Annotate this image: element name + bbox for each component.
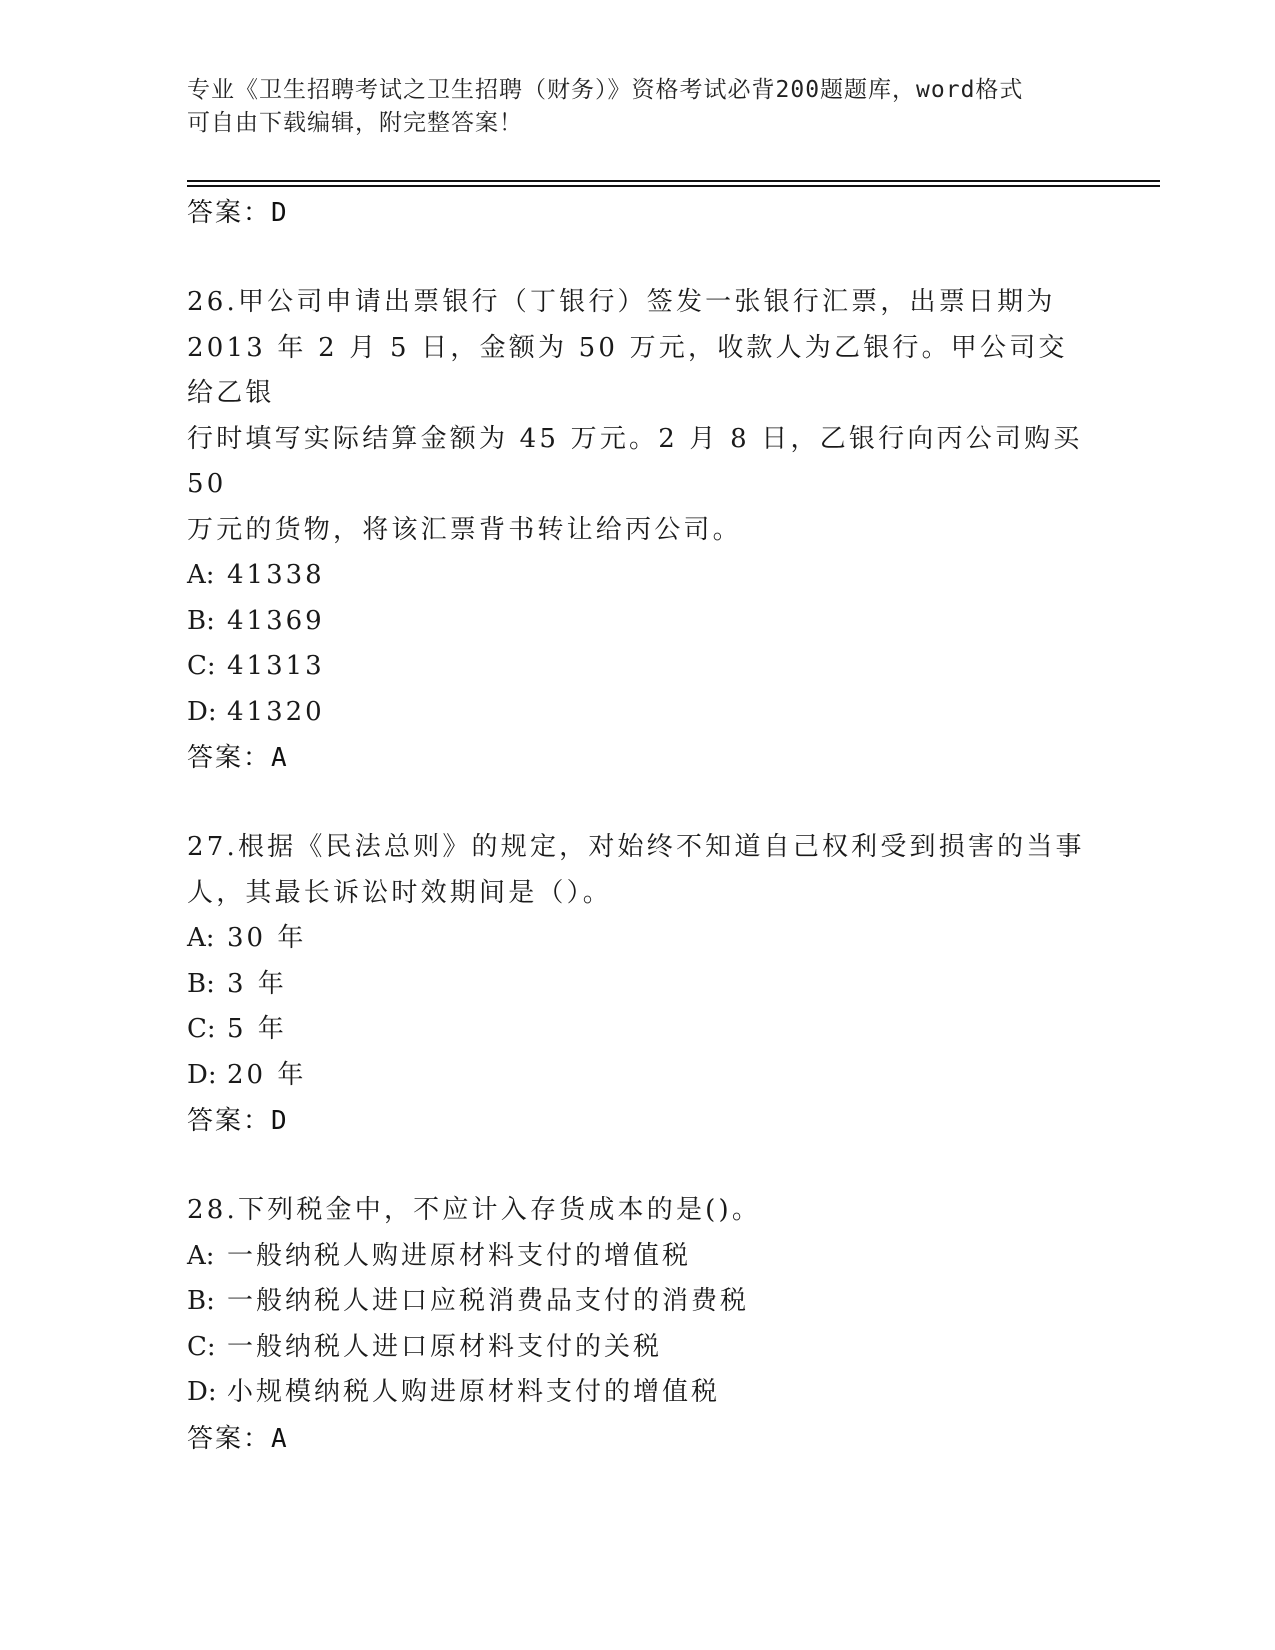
option-text: 小规模纳税人购进原材料支付的增值税 — [227, 1377, 721, 1407]
option-letter: D: — [187, 696, 217, 727]
stem-line: 2013 年 2 月 5 日，金额为 50 万元，收款人为乙银行。甲公司交给乙银 — [187, 332, 1068, 408]
question-block — [187, 280, 1087, 781]
question-block — [187, 1188, 1087, 1462]
option-text: 41313 — [227, 651, 325, 681]
page-header — [187, 74, 1087, 140]
option-text: 一般纳税人进口应税消费品支付的消费税 — [227, 1286, 750, 1316]
stem-line: 28.下列税金中，不应计入存货成本的是()。 — [187, 1195, 762, 1225]
option-letter: A: — [187, 1240, 215, 1271]
stem-line: 万元的货物，将该汇票背书转让给丙公司。 — [187, 514, 742, 545]
option-text: 30 年 — [227, 923, 307, 953]
option-text: 41369 — [227, 605, 325, 636]
option-text: 5 年 — [227, 1014, 287, 1044]
option-a — [187, 916, 1087, 962]
option-letter: B: — [187, 1286, 215, 1316]
stem-line: 27.根据《民法总则》的规定，对始终不知道自己权利受到损害的当事 — [187, 832, 1085, 862]
option-text: 41320 — [227, 696, 325, 727]
option-b — [187, 1279, 1087, 1325]
question-stem — [187, 825, 1087, 916]
option-letter: B: — [187, 968, 215, 999]
question-block — [187, 825, 1087, 1144]
option-b — [187, 599, 1087, 645]
document-body — [187, 190, 1087, 1462]
header-divider-bottom — [187, 185, 1160, 187]
question-stem — [187, 1188, 1087, 1234]
question-stem — [187, 280, 1087, 553]
option-text: 3 年 — [227, 968, 287, 999]
option-c — [187, 1007, 1087, 1053]
option-letter: C: — [187, 1014, 216, 1044]
option-a — [187, 1234, 1087, 1280]
option-c — [187, 644, 1087, 690]
header-line-1: 专业《卫生招聘考试之卫生招聘（财务）》资格考试必背200题题库，word格式 — [187, 77, 1024, 103]
stem-line: 行时填写实际结算金额为 45 万元。2 月 8 日，乙银行向丙公司购买 50 — [187, 423, 1083, 499]
option-a — [187, 553, 1087, 599]
option-letter: C: — [187, 651, 216, 681]
option-d — [187, 1370, 1087, 1416]
option-letter: D: — [187, 1377, 217, 1407]
option-d — [187, 690, 1087, 736]
option-text: 41338 — [227, 560, 325, 590]
answer-line: 答案：A — [187, 743, 289, 773]
option-d — [187, 1053, 1087, 1099]
option-text: 一般纳税人进口原材料支付的关税 — [227, 1331, 663, 1362]
option-c — [187, 1325, 1087, 1371]
option-letter: D: — [187, 1059, 217, 1090]
option-letter: B: — [187, 605, 215, 636]
previous-answer: 答案：D — [187, 198, 289, 228]
header-line-2: 可自由下载编辑，附完整答案！ — [187, 110, 523, 136]
option-text: 一般纳税人购进原材料支付的增值税 — [227, 1240, 692, 1271]
stem-line: 人，其最长诉讼时效期间是（）。 — [187, 877, 613, 908]
option-letter: A: — [187, 923, 215, 953]
header-divider-top — [187, 180, 1160, 182]
stem-line: 26.甲公司申请出票银行（丁银行）签发一张银行汇票，出票日期为 — [187, 287, 1056, 317]
option-letter: A: — [187, 560, 215, 590]
answer-line: 答案：D — [187, 1106, 289, 1136]
option-text: 20 年 — [227, 1059, 307, 1090]
option-letter: C: — [187, 1331, 216, 1362]
option-b — [187, 962, 1087, 1008]
answer-line: 答案：A — [187, 1423, 289, 1454]
